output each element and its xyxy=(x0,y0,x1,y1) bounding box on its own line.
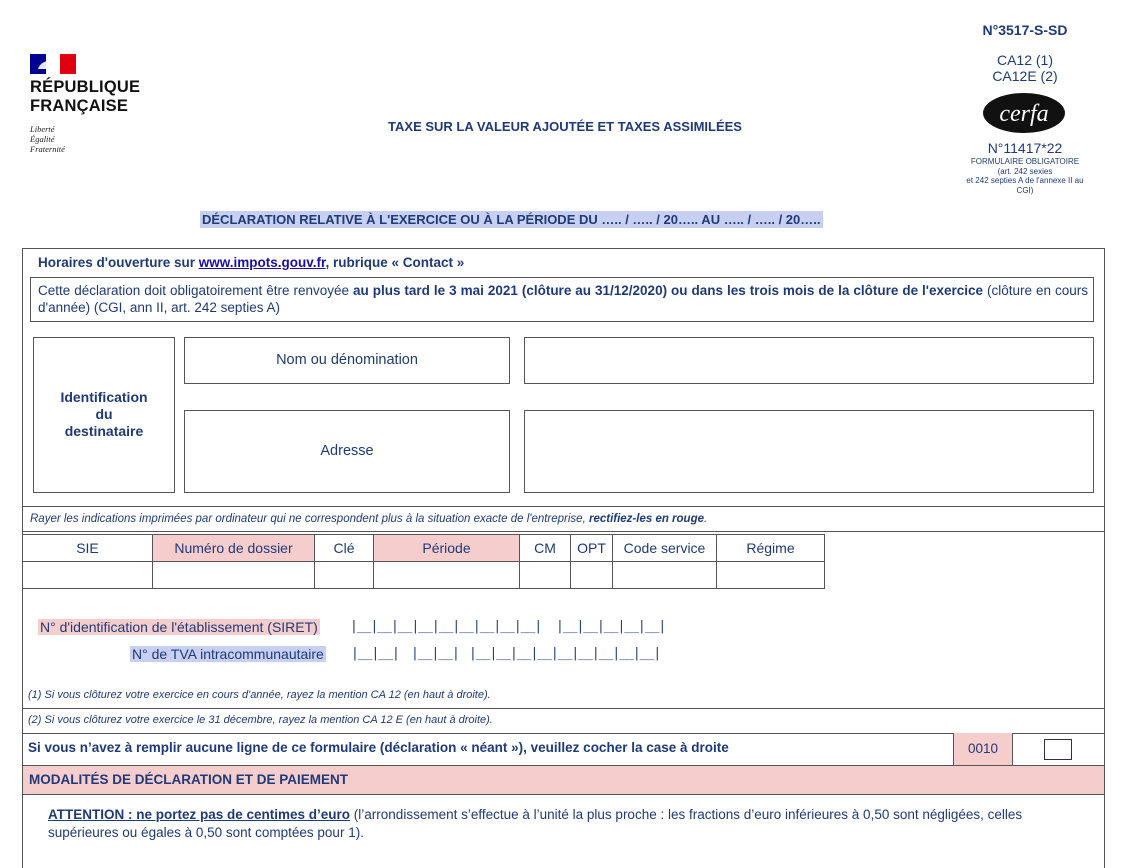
footnote-2: (2) Si vous clôturez votre exercice le 31 décembre, rayez la mention CA 12 E (en haut à droite). xyxy=(28,714,493,726)
ident-line-3: destinataire xyxy=(64,423,144,439)
address-label: Adresse xyxy=(320,443,374,459)
divider-codes xyxy=(22,531,1105,532)
republic-line-1: RÉPUBLIQUE xyxy=(30,78,141,96)
divider-neant xyxy=(22,733,1105,734)
value-opt[interactable] xyxy=(571,562,613,589)
codes-header-row xyxy=(23,535,825,562)
neant-code: 0010 xyxy=(953,733,1013,765)
siret-digits-group-2[interactable]: |__|__|__|__|__| xyxy=(556,619,666,634)
republique-francaise-logo xyxy=(30,54,140,164)
value-sie[interactable] xyxy=(23,562,153,589)
value-regime[interactable] xyxy=(717,562,825,589)
articles-line-1: (art. 242 sexies xyxy=(997,166,1053,176)
value-cle[interactable] xyxy=(315,562,374,589)
marianne-flag-icon xyxy=(30,54,76,74)
ident-line-1: Identification xyxy=(60,389,148,405)
header-numero-dossier: Numéro de dossier xyxy=(153,535,315,562)
declaration-period-title: DÉCLARATION RELATIVE À L'EXERCICE OU À LA PÉRIODE DU ….. / ….. / 20….. AU ….. / ….. / 20….. xyxy=(202,212,821,227)
cerfa-logo-icon xyxy=(982,92,1066,134)
codes-value-row xyxy=(23,562,825,589)
motto-fraternite: Fraternité xyxy=(30,144,65,154)
ca12e-label: CA12E (2) xyxy=(992,68,1058,84)
value-numero-dossier[interactable] xyxy=(153,562,315,589)
tva-digits-group-3[interactable]: |__|__|__|__|__|__|__|__|__| xyxy=(469,646,661,661)
articles-line-3: CGI) xyxy=(1016,185,1034,195)
ca12-label: CA12 (1) xyxy=(996,52,1054,68)
form-obligatoire: FORMULAIRE OBLIGATOIRE xyxy=(970,157,1080,166)
articles-line-2: et 242 septies A de l'annexe II au xyxy=(966,176,1084,185)
rayer-bold: rectifiez-les en rouge xyxy=(588,513,705,525)
ca12-mentions xyxy=(940,52,1110,84)
tva-label: N° de TVA intracommunautaire xyxy=(132,646,324,662)
motto-liberte: Liberté xyxy=(30,124,55,134)
contact-prefix: Horaires d'ouverture sur xyxy=(38,255,199,270)
attention-rest: (l’arrondissement s’effectue à l’unité la plus proche : les fractions d’euro inférieures à 0,50 sont négligées, celles supérieures ou égales à 0,50 sont comptées pour 1). xyxy=(48,807,1023,840)
value-code-service[interactable] xyxy=(613,562,717,589)
header-code-service: Code service xyxy=(613,535,717,562)
divider-rayer xyxy=(22,506,1105,507)
form-number: N°3517-S-SD xyxy=(982,22,1068,38)
administrative-codes-table xyxy=(22,534,825,589)
header-periode: Période xyxy=(374,535,520,562)
tva-digits-group-1[interactable]: |__|__| xyxy=(351,646,399,661)
ident-line-2: du xyxy=(95,406,113,422)
notice-deadline: au plus tard le 3 mai 2021 (clôture au 31/12/2020) ou dans les trois mois de la clôture de l'exercice xyxy=(352,283,984,298)
attention-strong: ATTENTION : ne portez pas de centimes d’euro xyxy=(48,807,351,822)
attention-notice xyxy=(48,806,1078,842)
rayer-end: . xyxy=(704,513,708,525)
republic-line-2: FRANÇAISE xyxy=(30,97,129,115)
address-field[interactable] xyxy=(524,410,1094,493)
impots-link[interactable]: www.impots.gouv.fr xyxy=(198,255,326,270)
footnote-1: (1) Si vous clôturez votre exercice en cours d'année, rayez la mention CA 12 (en haut à droite). xyxy=(28,689,491,701)
neant-checkbox[interactable] xyxy=(1044,739,1072,760)
cerfa-logo-text: cerfa xyxy=(999,101,1049,127)
value-periode[interactable] xyxy=(374,562,520,589)
value-cm[interactable] xyxy=(520,562,571,589)
neant-declaration-text: Si vous n’avez à remplir aucune ligne de ce formulaire (déclaration « néant »), veuillez cocher la case à droite xyxy=(28,740,729,755)
motto-egalite: Égalité xyxy=(30,134,55,144)
notice-part-1: Cette déclaration doit obligatoirement être renvoyée xyxy=(38,283,353,298)
header-opt: OPT xyxy=(571,535,613,562)
siret-label: N° d'identification de l'établissement (SIRET) xyxy=(40,619,318,635)
header-cm: CM xyxy=(520,535,571,562)
modalites-section-header: MODALITÉS DE DÉCLARATION ET DE PAIEMENT xyxy=(23,765,1104,795)
header-sie: SIE xyxy=(23,535,153,562)
siret-digits-group-1[interactable]: |__|__|__|__|__|__|__|__|__| xyxy=(350,619,542,634)
rayer-text: Rayer les indications imprimées par ordinateur qui ne correspondent plus à la situation exacte de l'entreprise, xyxy=(30,513,589,525)
tva-digits-group-2[interactable]: |__|__| xyxy=(411,646,459,661)
header-regime: Régime xyxy=(717,535,825,562)
contact-hours xyxy=(38,255,464,270)
name-label: Nom ou dénomination xyxy=(276,352,418,368)
notice-part-3: (clôture en cours d'année) (CGI, ann II, art. 242 septies A) xyxy=(38,283,1089,315)
name-field[interactable] xyxy=(524,337,1094,384)
divider-footnotes xyxy=(22,708,1105,709)
form-obligatoire-block xyxy=(940,157,1110,195)
rayer-instructions xyxy=(30,513,707,525)
contact-suffix: , rubrique « Contact » xyxy=(325,255,465,270)
form-main-title: TAXE SUR LA VALEUR AJOUTÉE ET TAXES ASSIMILÉES xyxy=(388,119,742,134)
cerfa-number: N°11417*22 xyxy=(987,140,1063,156)
identification-title xyxy=(33,389,175,440)
deadline-notice xyxy=(38,282,1088,316)
header-cle: Clé xyxy=(315,535,374,562)
